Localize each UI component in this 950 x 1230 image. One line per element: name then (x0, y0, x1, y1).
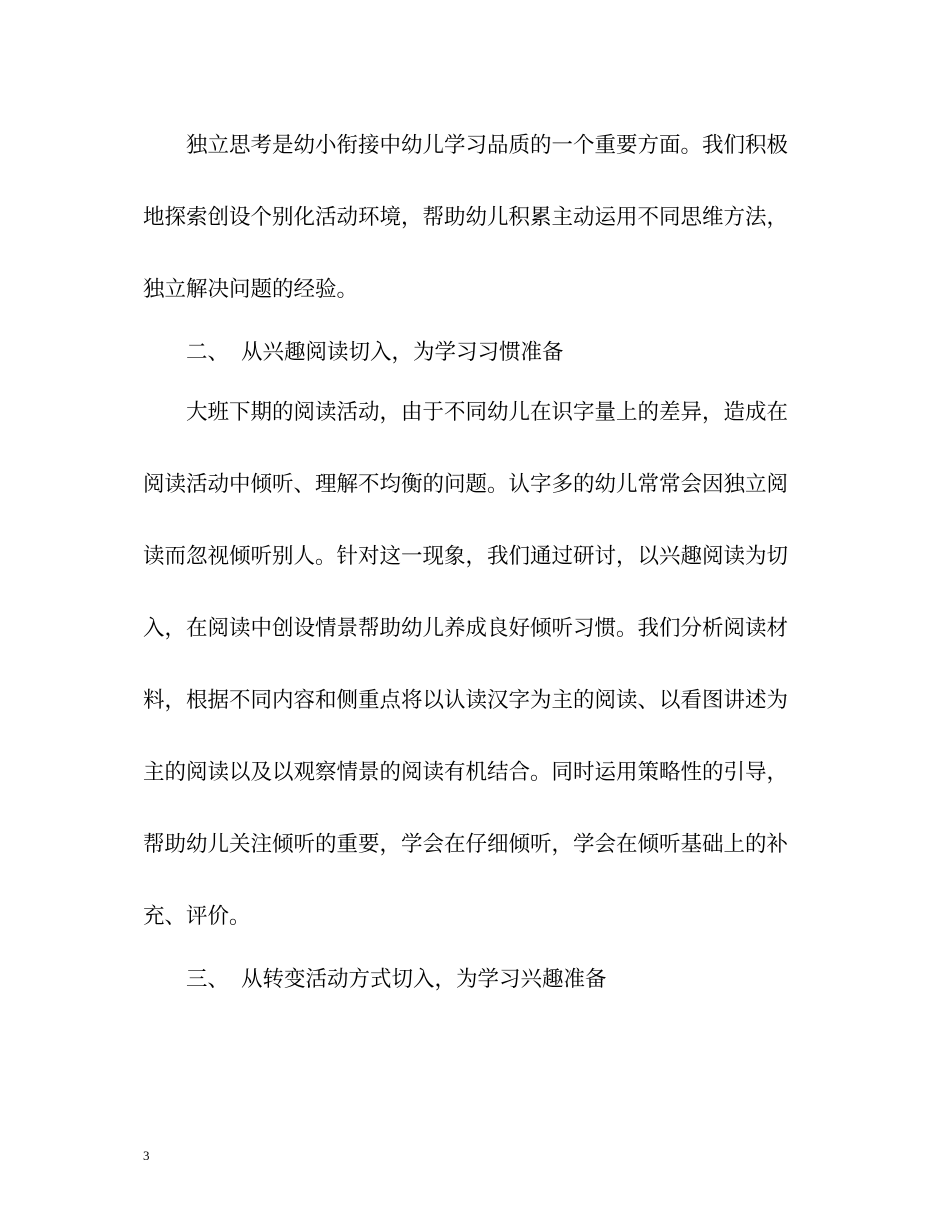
section-heading-3-text: 从转变活动方式切入，为学习兴趣准备 (241, 967, 607, 992)
section-heading-2-number: 二、 (186, 340, 230, 365)
paragraph-1-line-2: 地探索创设个别化活动环境，帮助幼儿积累主动运用不同思维方法， (143, 205, 789, 230)
section-heading-3 (186, 965, 856, 995)
paragraph-2-line-3: 读而忽视倾听别人。针对这一现象，我们通过研讨，以兴趣阅读为切 (143, 544, 789, 569)
paragraph-2-line-2: 阅读活动中倾听、理解不均衡的问题。认字多的幼儿常常会因独立阅 (143, 472, 789, 497)
section-heading-2-text: 从兴趣阅读切入，为学习习惯准备 (241, 340, 564, 365)
paragraph-1-line-3: 独立解决问题的经验。 (143, 277, 359, 302)
page-number: 3 (143, 1148, 150, 1163)
section-heading-2 (186, 338, 856, 368)
paragraph-2-line-4: 入，在阅读中创设情景帮助幼儿养成良好倾听习惯。我们分析阅读材 (143, 616, 789, 641)
paragraph-2-line-5: 料，根据不同内容和侧重点将以认读汉字为主的阅读、以看图讲述为 (143, 688, 789, 713)
paragraph-2-line-6: 主的阅读以及以观察情景的阅读有机结合。同时运用策略性的引导， (143, 760, 789, 785)
section-heading-3-number: 三、 (186, 967, 230, 992)
paragraph-2-line-1: 大班下期的阅读活动，由于不同幼儿在识字量上的差异，造成在 (186, 400, 789, 425)
paragraph-2-line-7: 帮助幼儿关注倾听的重要，学会在仔细倾听，学会在倾听基础上的补 (143, 832, 789, 857)
paragraph-2-line-8: 充、评价。 (143, 904, 251, 929)
paragraph-1-line-1: 独立思考是幼小衔接中幼儿学习品质的一个重要方面。我们积极 (186, 133, 789, 158)
